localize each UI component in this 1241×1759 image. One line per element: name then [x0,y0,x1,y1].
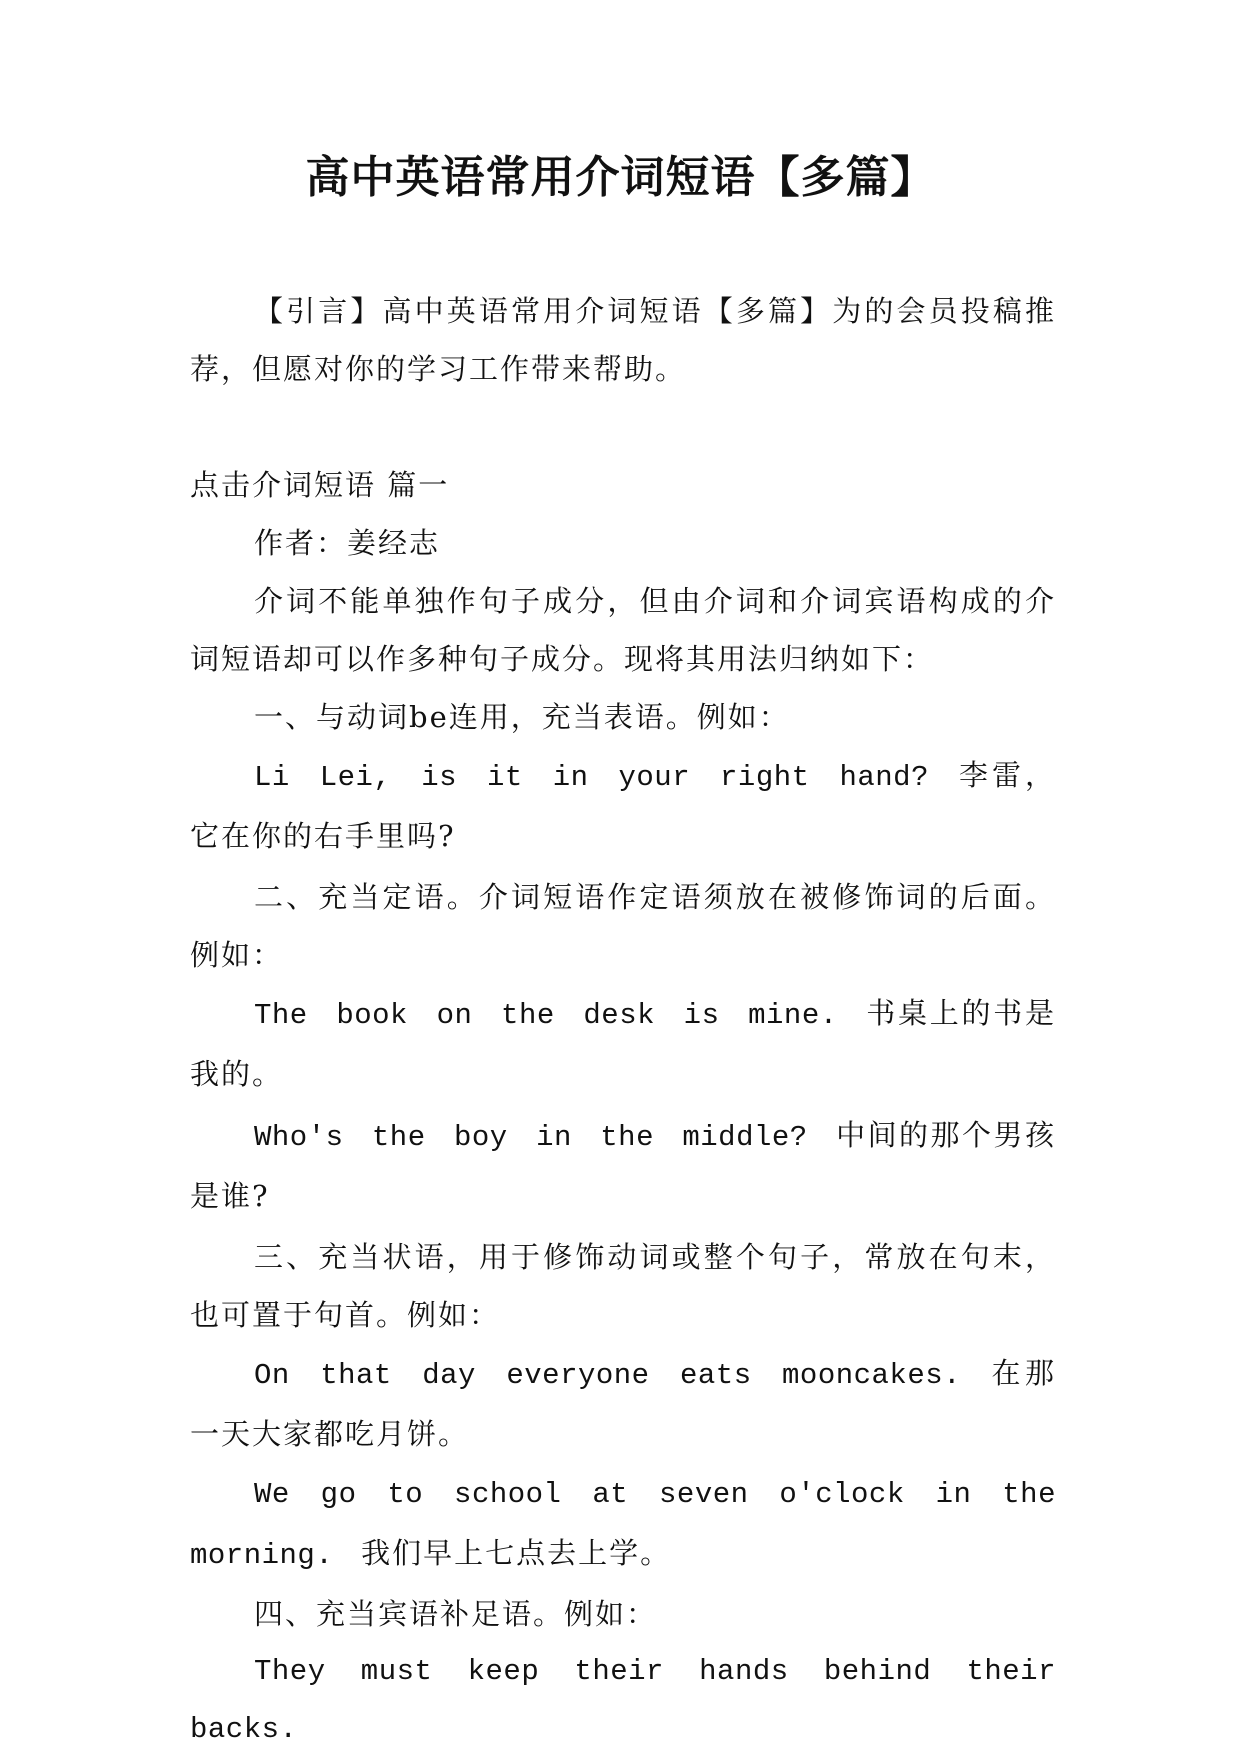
document-body [190,282,1056,1759]
example-three [190,1106,1056,1228]
example-six-english: They must keep their hands behind their backs. [190,1655,1056,1746]
example-one-english: Li Lei, is it in your right hand? [254,761,929,794]
point-two: 二、充当定语。介词短语作定语须放在被修饰词的后面。例如： [190,880,1056,972]
example-three-english: Who's the boy in the middle? [254,1121,808,1154]
example-six [190,1643,1056,1759]
point-four: 四、充当宾语补足语。例如： [254,1597,658,1631]
example-five [190,1466,1056,1585]
example-two-english: The book on the desk is mine. [254,999,838,1032]
document-title: 高中英语常用介词短语【多篇】 [305,152,936,203]
example-one-chinese: 李雷，它在你的右手里吗? [190,758,1056,853]
point-one: 一、与动词be连用，充当表语。例如： [254,700,790,734]
section-heading: 点击介词短语 篇一 [190,468,450,502]
author-line: 作者：姜经志 [254,526,441,560]
example-two [190,984,1056,1106]
example-five-english: We go to school at seven o'clock in the morning. [190,1478,1056,1572]
example-three-chinese: 中间的那个男孩是谁? [190,1118,1056,1213]
example-four-english: On that day everyone eats mooncakes. [254,1359,962,1392]
paragraph-intro-usage: 介词不能单独作句子成分，但由介词和介词宾语构成的介词短语却可以作多种句子成分。现将其用法归纳如下： [190,584,1056,676]
point-three: 三、充当状语，用于修饰动词或整个句子，常放在句末，也可置于句首。例如： [190,1240,1056,1332]
spacer [190,398,1056,456]
example-four-chinese: 在那一天大家都吃月饼。 [190,1356,1056,1451]
intro-paragraph: 【引言】高中英语常用介词短语【多篇】为的会员投稿推荐，但愿对你的学习工作带来帮助。 [190,294,1056,386]
example-one [190,746,1056,868]
example-five-chinese: 我们早上七点去上学。 [361,1536,672,1570]
example-four [190,1344,1056,1466]
example-two-chinese: 书桌上的书是我的。 [190,996,1057,1091]
